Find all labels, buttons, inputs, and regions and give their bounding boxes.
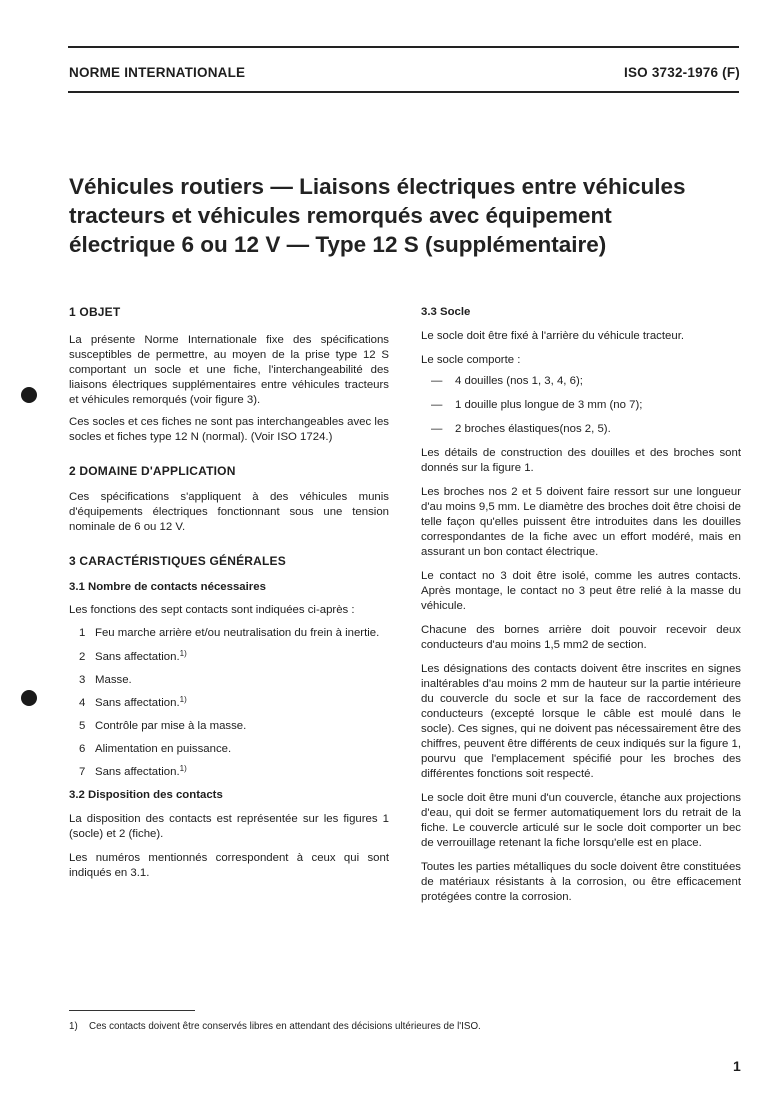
socle-component-text: 1 douille plus longue de 3 mm (no 7); [455, 399, 643, 411]
contact-function: Feu marche arrière et/ou neutralisation du frein à inertie. [95, 627, 380, 639]
paragraph: Ces spécifications s'appliquent à des véhicules munis d'équipements électriques fonctionnant sous une tension nominale de 6 ou 12 V. [69, 491, 389, 533]
title-line-3: électrique 6 ou 12 V — Type 12 S (supplémentaire) [69, 232, 607, 257]
section-heading: 2 DOMAINE D'APPLICATION [69, 464, 236, 478]
socle-component-text: 4 douilles (nos 1, 3, 4, 6); [455, 375, 583, 387]
footnote-text: Ces contacts doivent être conservés libres en attendant des décisions ultérieures de l'ISO. [89, 1021, 481, 1032]
contact-item [69, 696, 389, 711]
contact-number: 5 [79, 720, 86, 732]
paragraph: Le socle doit être fixé à l'arrière du véhicule tracteur. [421, 330, 685, 342]
socle-component-item [421, 422, 741, 437]
dash-bullet: — [431, 375, 443, 387]
contact-number: 6 [79, 743, 86, 755]
footnote-ref: 1) [179, 695, 187, 704]
contact-item [69, 765, 389, 780]
paragraph: Chacune des bornes arrière doit pouvoir recevoir deux conducteurs d'au moins 1,5 mm2 de section. [421, 624, 741, 651]
title-line-1: Véhicules routiers — Liaisons électriques entre véhicules [69, 174, 686, 199]
page-number: 1 [733, 1058, 741, 1074]
paragraph: Les détails de construction des douilles et des broches sont donnés sur la figure 1. [421, 447, 741, 474]
contact-number: 1 [79, 627, 86, 639]
contact-item [69, 742, 389, 757]
contact-list [69, 626, 389, 780]
footnote-rule [69, 1010, 195, 1011]
contact-function: Contrôle par mise à la masse. [95, 720, 247, 732]
document-title [69, 172, 729, 259]
dash-bullet: — [431, 423, 443, 435]
header-bottom-rule [68, 91, 739, 93]
paragraph: Le socle comporte : [421, 354, 521, 366]
subsection-heading: 3.2 Disposition des contacts [69, 789, 223, 801]
contact-number: 3 [79, 674, 86, 686]
footnote [69, 1021, 481, 1032]
margin-dot [21, 387, 37, 403]
contact-function: Sans affectation. [95, 766, 180, 778]
contact-item [69, 626, 389, 641]
socle-component-item [421, 374, 741, 389]
contact-number: 4 [79, 697, 86, 709]
paragraph: La présente Norme Internationale fixe des spécifications susceptibles de permettre, au moyen de la prise type 12 S comportant un socle et une fiche, l'interchangeabilité des liaisons électriques supplémentaires entre véhicules tracteurs et véhicules remorqués (voir figure 3). [69, 334, 389, 406]
paragraph: Le contact no 3 doit être isolé, comme les autres contacts. Après montage, le contact no 3 peut être relié à la masse du véhicule. [421, 570, 741, 612]
right-column [421, 305, 741, 905]
paragraph: Les fonctions des sept contacts sont indiquées ci-après : [69, 604, 355, 616]
paragraph: La disposition des contacts est représentée sur les figures 1 (socle) et 2 (fiche). [69, 813, 389, 840]
paragraph: Les numéros mentionnés correspondent à ceux qui sont indiqués en 3.1. [69, 852, 389, 879]
contact-function: Sans affectation. [95, 697, 180, 709]
paragraph: Les désignations des contacts doivent être inscrites en signes inaltérables d'au moins 2 mm de hauteur sur la partie intérieure du couvercle du socle et sur la face de raccordement des conducteurs (excepté lorsque le câble est moulé dans le socle). Ces signes, qui ne doivent pas nécessairement être des chiffres, peuvent être différents de ceux indiqués sur la figure 1, pourvu que l'emplacement spécifié pour les broches des différentes fonctions soit respecté. [421, 663, 741, 780]
section-heading: 1 OBJET [69, 305, 121, 319]
subsection-heading: 3.1 Nombre de contacts nécessaires [69, 581, 266, 593]
paragraph: Toutes les parties métalliques du socle doivent être constituées de matériaux résistants à la corrosion, ou être efficacement protégées contre la corrosion. [421, 861, 741, 903]
contact-item [69, 650, 389, 665]
section-heading: 3 CARACTÉRISTIQUES GÉNÉRALES [69, 554, 286, 568]
contact-number: 7 [79, 766, 86, 778]
title-line-2: tracteurs et véhicules remorqués avec équipement [69, 203, 612, 228]
margin-dot [21, 690, 37, 706]
contact-function: Sans affectation. [95, 651, 180, 663]
footnote-ref: 1) [179, 764, 187, 773]
contact-item [69, 673, 389, 688]
contact-function: Alimentation en puissance. [95, 743, 232, 755]
subsection-heading: 3.3 Socle [421, 306, 471, 318]
contact-function: Masse. [95, 674, 132, 686]
socle-component-list [421, 374, 741, 437]
contact-item [69, 719, 389, 734]
left-column [69, 305, 389, 881]
socle-component-item [421, 398, 741, 413]
header-top-rule [68, 46, 739, 48]
contact-number: 2 [79, 651, 86, 663]
footnote-number: 1) [69, 1021, 78, 1032]
header-right: ISO 3732-1976 (F) [624, 65, 740, 80]
header-left: NORME INTERNATIONALE [69, 65, 246, 80]
paragraph: Le socle doit être muni d'un couvercle, étanche aux projections d'eau, qui doit se fermer automatiquement lors du retrait de la fiche. Le couvercle articulé sur le socle doit comporter un bec de verrouillage retenant la fiche lorsqu'elle est en place. [421, 792, 741, 849]
socle-component-text: 2 broches élastiques(nos 2, 5). [455, 423, 611, 435]
paragraph: Ces socles et ces fiches ne sont pas interchangeables avec les socles et fiches type 12 N (normal). (Voir ISO 1724.) [69, 416, 389, 443]
footnote-ref: 1) [179, 649, 187, 658]
paragraph: Les broches nos 2 et 5 doivent faire ressort sur une longueur d'au moins 9,5 mm. Le diamètre des broches doit être choisi de telle façon qu'elles puissent être introduites dans les douilles correspondantes de la fiche avec un effort modéré, mais en assurant un bon contact électrique. [421, 486, 742, 558]
dash-bullet: — [431, 399, 443, 411]
